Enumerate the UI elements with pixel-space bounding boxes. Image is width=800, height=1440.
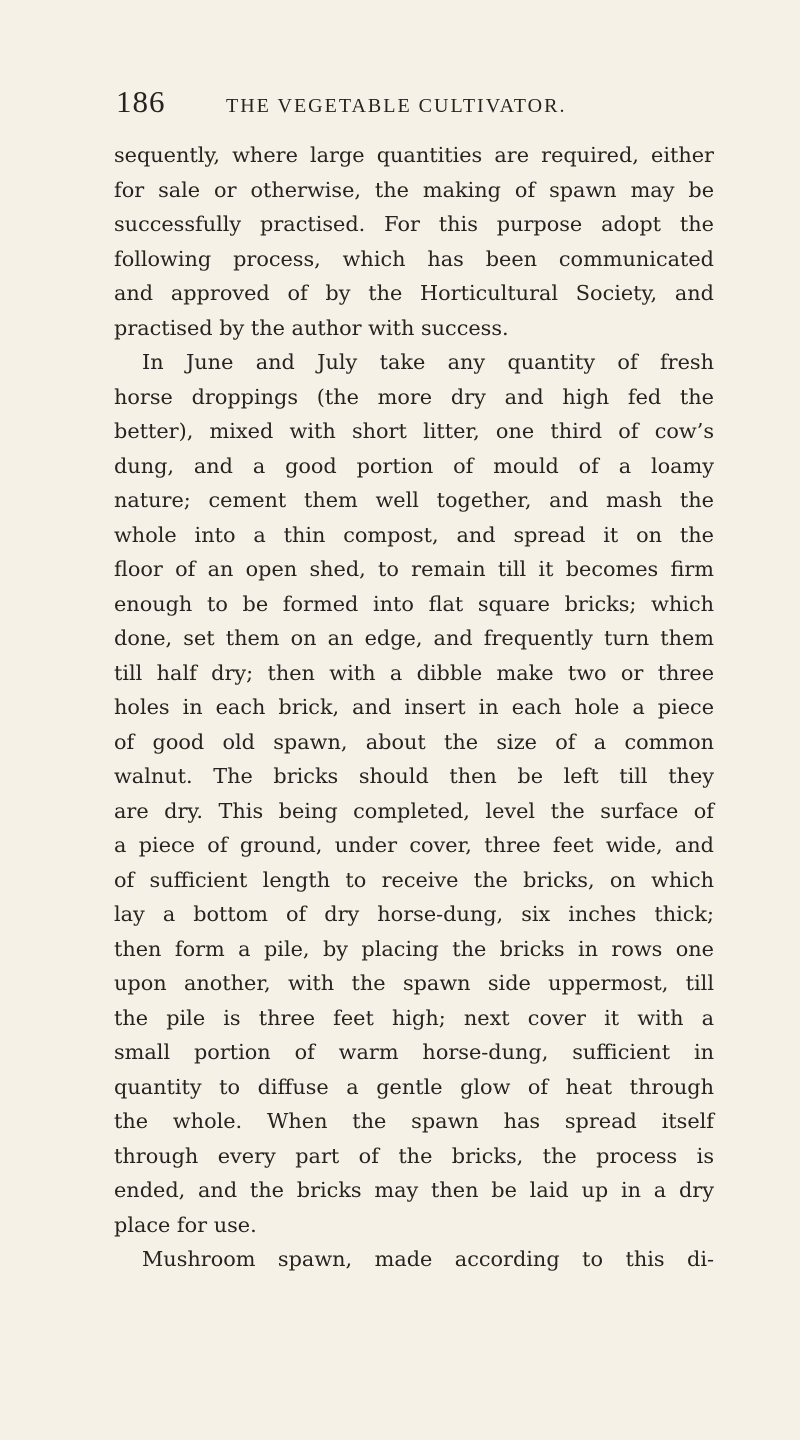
text-line: nature; cement them well together, and mash the — [114, 488, 714, 512]
text-line: lay a bottom of dry horse-dung, six inches thick; — [114, 902, 714, 926]
page-header — [116, 84, 716, 124]
running-head: THE VEGETABLE CULTIVATOR. — [226, 95, 567, 117]
text-line: quantity to diffuse a gentle glow of heat through — [114, 1074, 714, 1099]
text-line: better), mixed with short litter, one third of cow’s — [114, 419, 714, 443]
text-line: Mushroom spawn, made according to this di- — [142, 1247, 714, 1271]
text-line: enough to be formed into flat square bricks; which — [114, 591, 714, 616]
text-line: following process, which has been communicated — [114, 246, 714, 271]
text-line: dung, and a good portion of mould of a loamy — [114, 453, 714, 478]
text-line: the whole. When the spawn has spread itself — [114, 1109, 714, 1133]
text-line: are dry. This being completed, level the surface of — [114, 798, 714, 823]
text-line: horse droppings (the more dry and high fed the — [114, 384, 714, 409]
text-line: In June and July take any quantity of fresh — [142, 350, 714, 374]
text-line: and approved of by the Horticultural Society, and — [114, 281, 714, 305]
text-line: a piece of ground, under cover, three feet wide, and — [114, 833, 714, 857]
text-line: walnut. The bricks should then be left till they — [114, 764, 714, 788]
text-line: the pile is three feet high; next cover it with a — [114, 1005, 714, 1030]
page-number: 186 — [116, 84, 166, 119]
text-line: holes in each brick, and insert in each hole a piece — [114, 695, 714, 719]
text-line: for sale or otherwise, the making of spawn may be — [114, 177, 714, 202]
text-line: ended, and the bricks may then be laid up in a dry — [114, 1178, 714, 1202]
text-line: through every part of the bricks, the process is — [114, 1143, 714, 1168]
text-line: of sufficient length to receive the bricks, on which — [114, 867, 714, 892]
text-line: practised by the author with success. — [114, 315, 509, 340]
body-text — [114, 138, 714, 1277]
text-line: till half dry; then with a dibble make two or three — [114, 660, 714, 685]
text-line: done, set them on an edge, and frequently turn them — [114, 626, 714, 650]
text-line: floor of an open shed, to remain till it becomes firm — [114, 557, 714, 581]
text-line: whole into a thin compost, and spread it on the — [114, 522, 714, 547]
text-line: upon another, with the spawn side uppermost, till — [114, 971, 714, 995]
text-line: small portion of warm horse-dung, sufficient in — [114, 1040, 714, 1064]
text-line: of good old spawn, about the size of a common — [114, 729, 714, 754]
text-line: then form a pile, by placing the bricks in rows one — [114, 936, 714, 961]
text-line: place for use. — [114, 1212, 257, 1237]
text-line: successfully practised. For this purpose adopt the — [114, 212, 714, 236]
text-line: sequently, where large quantities are required, either — [114, 143, 714, 167]
